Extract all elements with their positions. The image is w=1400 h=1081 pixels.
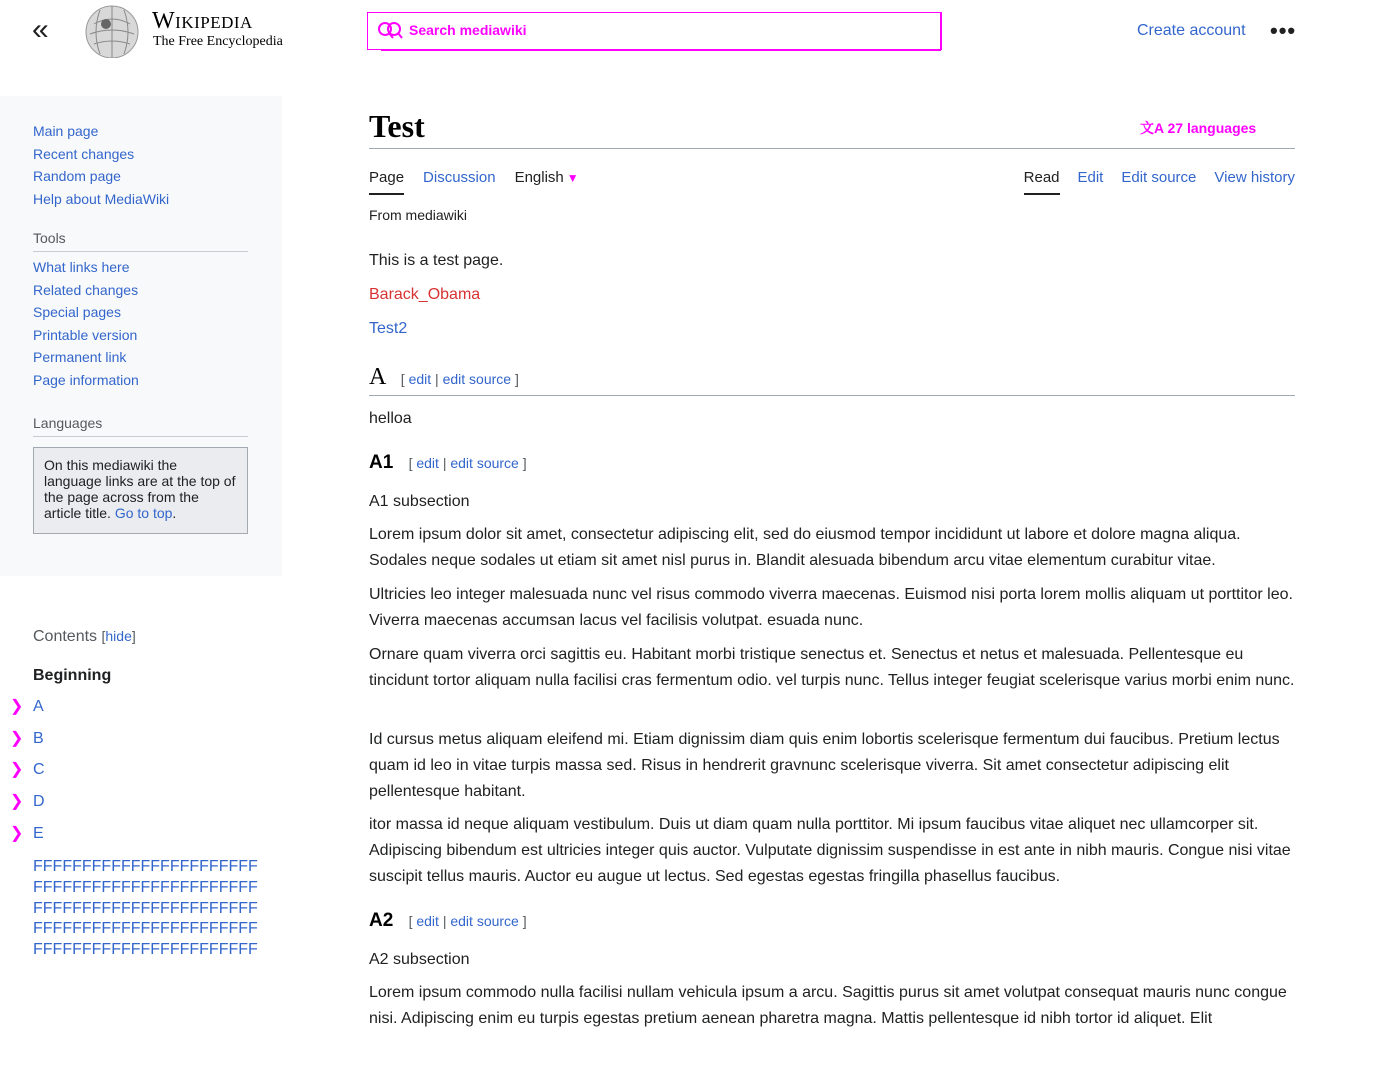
tab-edit[interactable]: Edit [1077, 169, 1104, 186]
section-a-body: helloa [369, 410, 412, 427]
section-edit-links: [ edit | edit source ] [408, 455, 527, 471]
toc-beginning[interactable]: Beginning [33, 667, 112, 684]
section-edit-links: [ edit | edit source ] [408, 913, 527, 929]
wordmark[interactable]: Wikipedia [152, 8, 253, 34]
language-variant-dropdown[interactable] [515, 169, 579, 195]
toc-item-d[interactable]: D [33, 793, 45, 811]
edit-section-link[interactable]: edit [416, 913, 439, 929]
tab-page[interactable]: Page [369, 169, 404, 195]
languages-heading: Languages [33, 415, 248, 437]
go-to-top-link[interactable]: Go to top [114, 505, 173, 521]
toc-item-f[interactable]: FFFFFFFFFFFFFFFFFFFFFFF [33, 858, 258, 875]
tool-special-pages[interactable]: Special pages [33, 304, 121, 320]
edit-source-section-link[interactable]: edit source [442, 371, 512, 387]
search-icon [378, 21, 396, 39]
language-variant-label: English [514, 169, 564, 186]
section-heading-a2 [369, 910, 527, 932]
paragraph: Lorem ipsum commodo nulla facilisi nullam vehicula ipsum a arcu. Sagittis purus sit amet volutpat consequat mauris nunc congue nisi. Adipiscing enim eu turpis egestas pretium aenean pharetra magna. Mattis pellentesque id nibh tortor id aliquet. Elit [369, 984, 1287, 1027]
languages-note-text: On this mediawiki the language links are at the top of the page across from the article title. [44, 457, 236, 521]
nav-recent-changes[interactable]: Recent changes [33, 145, 135, 162]
section-heading-a [369, 364, 1295, 396]
nav-random-page[interactable]: Random page [33, 168, 121, 184]
wikipedia-globe-logo[interactable] [84, 4, 142, 58]
edit-source-section-link[interactable]: edit source [450, 455, 519, 471]
tool-related-changes[interactable]: Related changes [33, 281, 139, 298]
edit-section-link[interactable]: edit [416, 455, 439, 471]
title-divider [369, 148, 1295, 149]
page-title: Test [369, 108, 425, 144]
edit-section-link[interactable]: edit [408, 371, 432, 387]
section-heading-a1 [369, 452, 527, 474]
languages-button-label: 27 languages [1167, 120, 1257, 136]
section-a-title: A [369, 364, 387, 390]
tab-read[interactable]: Read [1024, 169, 1060, 195]
nav-help[interactable]: Help about MediaWiki [33, 190, 170, 207]
toc-item-f[interactable]: FFFFFFFFFFFFFFFFFFFFFFF [33, 899, 258, 917]
toc-item-f[interactable]: FFFFFFFFFFFFFFFFFFFFFFF [33, 920, 258, 938]
tab-edit-source[interactable]: Edit source [1121, 169, 1197, 186]
toc-item-f[interactable]: FFFFFFFFFFFFFFFFFFFFFFF [33, 878, 258, 896]
namespace-tabs [369, 169, 579, 195]
site-sub: From mediawiki [369, 207, 468, 223]
toc-item-b[interactable]: B [33, 729, 44, 747]
languages-note [33, 447, 248, 534]
toc-item-c[interactable]: C [33, 761, 45, 779]
chevron-right-icon[interactable]: ❯ [10, 824, 24, 842]
search-placeholder: Search mediawiki [409, 22, 527, 38]
toc-item-f[interactable]: FFFFFFFFFFFFFFFFFFFFFFF [33, 941, 258, 959]
paragraph: Ultricies leo integer malesuada nunc vel risus commodo viverra maecenas. Euismod nisi porta lorem mollis aliquam ut porttitor leo. Viverra maecenas accumsan lacus vel facilisis volutpat. esuada nunc. [369, 586, 1293, 629]
toc-title-text: Contents [33, 628, 98, 645]
tab-view-history[interactable]: View history [1214, 169, 1295, 186]
toc-title [33, 628, 136, 646]
paragraph: Id cursus metus aliquam eleifend mi. Etiam dignissim diam quis enim lobortis scelerisque fermentum dui faucibus. Pretium lectus quam id leo in vitae turpis massa sed. Risus in hendrerit gravnunc scelerisque viverra. Sit amet consectetur adipiscing elit pellentesque habitant. [369, 731, 1280, 800]
create-account-link[interactable]: Create account [1137, 22, 1246, 39]
tool-permanent-link[interactable]: Permanent link [33, 349, 127, 365]
paragraph: itor massa id neque aliquam vestibulum. Duis ut diam quam nulla porttitor. Mi ipsum faucibus vitae aliquet nec ullamcorper sit. Adipiscing bibendum est ultricies integer quis auctor. Vulputate dignissim suspendisse in est ante in nibh mauris. Congue nisi vitae suscipit tellus mauris. Auctor eu augue ut lectus. Sed egestas egestas fringilla phasellus faucibus. [369, 816, 1291, 885]
chevron-right-icon[interactable]: ❯ [10, 761, 24, 779]
intro-text: This is a test page. [369, 252, 504, 269]
toc-hide-link[interactable]: hide [105, 628, 132, 644]
tab-discussion[interactable]: Discussion [423, 169, 496, 186]
main-menu-toggle[interactable]: « [32, 13, 49, 46]
view-tabs [1024, 169, 1295, 195]
tool-printable-version[interactable]: Printable version [33, 326, 138, 343]
languages-button[interactable] [1140, 118, 1256, 138]
chevron-down-icon: ▼ [566, 171, 579, 185]
tool-what-links-here[interactable]: What links here [33, 259, 130, 275]
toc-hide: [hide] [101, 628, 136, 644]
red-link[interactable]: Barack_Obama [369, 286, 481, 303]
edit-source-section-link[interactable]: edit source [450, 913, 519, 929]
paragraph: Ornare quam viverra orci sagittis eu. Habitant morbi tristique senectus et. Senectus et netus et malesuada. Pellentesque eu tincidunt tortor aliquam nulla facilisi cras fermentum odio. vel turpis nunc. Tellus integer feugiat scelerisque varius morbi enim nunc. [369, 646, 1295, 689]
a1-subsection: A1 subsection [369, 493, 470, 510]
tool-page-information[interactable]: Page information [33, 371, 139, 388]
languages-note-end: . [172, 505, 177, 521]
toc-sections [10, 698, 45, 856]
sidebar [0, 96, 282, 576]
translate-icon: 文A [1140, 120, 1164, 136]
nav-main-page[interactable]: Main page [33, 123, 99, 139]
tools-nav [33, 256, 139, 391]
test2-link[interactable]: Test2 [369, 320, 408, 337]
section-edit-links: [ edit | edit source ] [400, 371, 519, 387]
site-tagline: The Free Encyclopedia [153, 34, 283, 49]
toc-item-e[interactable]: E [33, 824, 44, 842]
a2-subsection: A2 subsection [369, 951, 470, 968]
toc-f-items [33, 857, 258, 961]
main-nav [33, 120, 169, 210]
section-a2-title: A2 [369, 910, 394, 931]
chevron-right-icon[interactable]: ❯ [10, 793, 24, 811]
tools-heading: Tools [33, 230, 248, 252]
toc-item-a[interactable]: A [33, 698, 44, 715]
more-options-icon[interactable]: ••• [1270, 18, 1297, 43]
chevron-right-icon[interactable]: ❯ [10, 729, 24, 747]
chevron-right-icon[interactable]: ❯ [10, 698, 24, 715]
paragraph: Lorem ipsum dolor sit amet, consectetur adipiscing elit, sed do eiusmod tempor incididunt ut labore et dolore magna aliqua. Sodales neque sodales ut etiam sit amet nisl purus in. Blandit alesuada bibendum arcu vitae elementum curabitur vitae. [369, 526, 1241, 569]
section-a1-title: A1 [369, 452, 394, 473]
